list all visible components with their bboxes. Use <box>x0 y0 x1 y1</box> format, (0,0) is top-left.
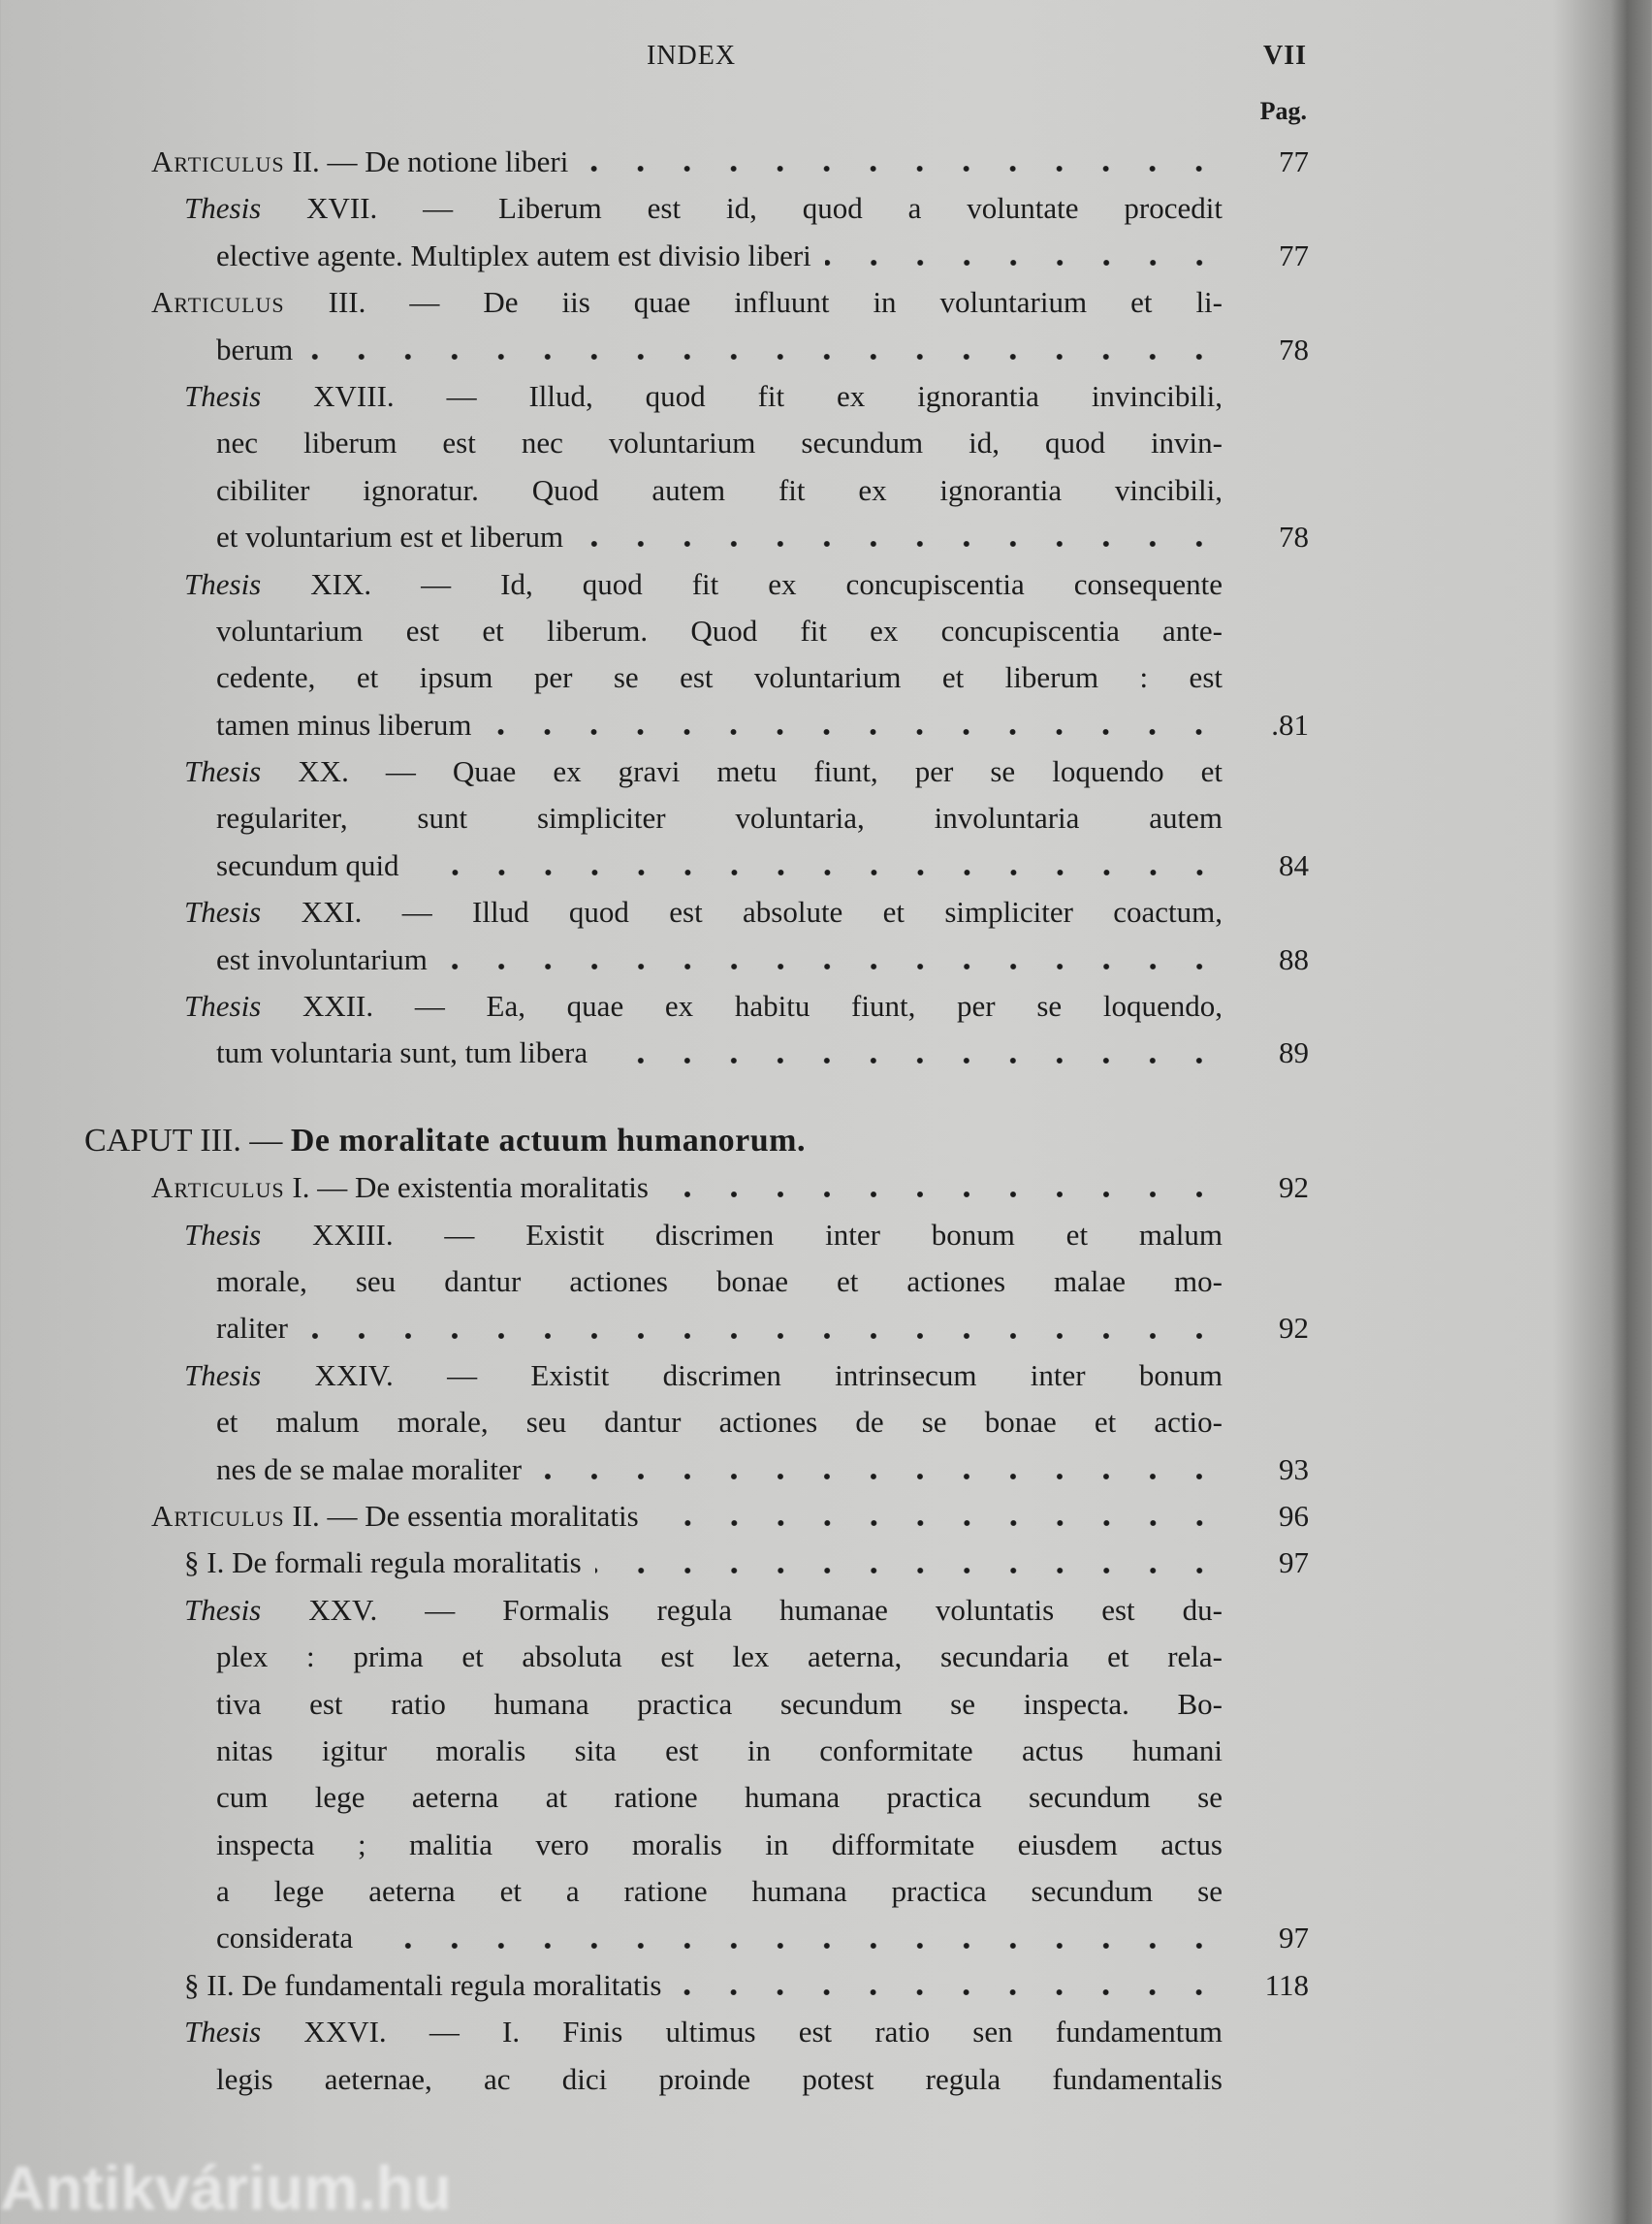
entry-page-number: 92 <box>1279 1170 1309 1205</box>
index-line-text <box>184 748 1223 795</box>
entry-title: inspecta ; malitia vero moralis in difformitate eiusdem actus <box>216 1827 1223 1861</box>
caput-title: De moralitate actuum humanorum. <box>290 1122 806 1159</box>
index-line-text <box>216 1258 1223 1305</box>
entry-prefix: Thesis <box>184 2015 262 2049</box>
entry-prefix: Thesis <box>184 566 262 601</box>
index-line <box>0 1822 1652 1868</box>
index-line <box>0 139 1652 185</box>
entry-text <box>216 233 825 279</box>
entry-text <box>184 2009 1223 2055</box>
entry-title: XXIV. — Existit discrimen intrinsecum inter bonum <box>261 1357 1223 1392</box>
entry-text <box>216 467 1223 514</box>
entry-text <box>216 420 1223 466</box>
index-line <box>0 2056 1652 2103</box>
index-line-text <box>216 1305 1223 1351</box>
index-line-text <box>216 842 1223 889</box>
entry-text <box>151 1164 662 1211</box>
index-line-text <box>216 608 1223 654</box>
entry-page-number: 78 <box>1279 332 1309 366</box>
index-line <box>0 373 1652 420</box>
entry-page-number: 92 <box>1279 1311 1309 1346</box>
entry-title: secundum quid <box>216 847 399 882</box>
index-line-text <box>216 1868 1223 1915</box>
index-line-text <box>216 233 1223 279</box>
entry-text <box>216 1258 1223 1305</box>
entry-text <box>216 654 1223 701</box>
index-line <box>0 702 1652 748</box>
entry-page-number: 88 <box>1279 941 1309 976</box>
index-line <box>0 1258 1652 1305</box>
entry-text <box>151 139 582 185</box>
index-line-text <box>216 1915 1223 1961</box>
entry-prefix: Thesis <box>184 1357 262 1392</box>
entry-text <box>184 748 1223 795</box>
index-line-text <box>216 1634 1223 1680</box>
entry-prefix: Thesis <box>184 989 262 1024</box>
index-line <box>0 1915 1652 1961</box>
entry-title: a lege aeterna et a ratione humana practica secundum se <box>216 1874 1223 1909</box>
entry-prefix: Thesis <box>184 1217 262 1252</box>
entry-text <box>216 1868 1223 1915</box>
entry-text <box>184 1212 1223 1258</box>
entry-prefix: Thesis <box>184 1592 262 1627</box>
entry-text <box>216 1446 535 1493</box>
entry-page-number: 96 <box>1279 1498 1309 1533</box>
entry-text <box>151 279 1223 326</box>
entry-title: regulariter, sunt simpliciter voluntaria, involuntaria autem <box>216 801 1223 836</box>
entry-text <box>216 1681 1223 1728</box>
index-line <box>0 1728 1652 1774</box>
index-line-text <box>151 1164 1223 1211</box>
entry-text <box>184 185 1223 232</box>
entry-text <box>216 1305 302 1351</box>
index-line <box>0 1352 1652 1399</box>
index-line-text <box>184 2009 1223 2055</box>
dot-leader <box>302 1331 1223 1341</box>
index-line <box>0 561 1652 608</box>
index-line <box>0 1868 1652 1915</box>
index-line-text <box>184 1540 1223 1586</box>
entry-text <box>216 702 485 748</box>
index-line-text <box>184 373 1223 420</box>
index-line <box>0 748 1652 795</box>
index-line <box>0 1212 1652 1258</box>
index-line <box>0 1587 1652 1634</box>
index-line-text <box>216 1399 1223 1446</box>
dot-leader <box>582 164 1223 174</box>
index-line-text <box>184 1587 1223 1634</box>
entry-prefix: Thesis <box>184 191 262 226</box>
entry-title: est involuntarium <box>216 941 428 976</box>
index-line-text <box>184 983 1223 1030</box>
entry-page-number: 78 <box>1279 520 1309 555</box>
index-entries <box>0 139 1652 2103</box>
entry-text <box>184 1540 595 1586</box>
index-line-text <box>184 1352 1223 1399</box>
index-line-text <box>216 1728 1223 1774</box>
entry-title: et malum morale, seu dantur actiones de se bonae et actio- <box>216 1405 1223 1440</box>
index-line-text <box>216 467 1223 514</box>
entry-title: XIX. — Id, quod fit ex concupiscentia consequente <box>261 566 1223 601</box>
entry-title: I. — De existentia moralitatis <box>284 1170 649 1205</box>
index-line-text <box>184 1212 1223 1258</box>
entry-prefix: Articulus <box>151 1498 285 1533</box>
index-line <box>0 842 1652 889</box>
dot-leader <box>601 1056 1223 1065</box>
caput-iii-entries <box>0 1164 1652 2103</box>
page-column-label: Pag. <box>1259 97 1307 125</box>
entry-text <box>216 1030 601 1076</box>
entry-prefix: Articulus <box>151 144 285 178</box>
dot-leader <box>652 1518 1223 1528</box>
index-line-text <box>184 1962 1223 2009</box>
index-line-text <box>216 937 1223 983</box>
entry-page-number: 93 <box>1279 1451 1309 1486</box>
index-line <box>0 1774 1652 1821</box>
dot-leader <box>306 352 1223 362</box>
entry-title: III. — De iis quae influunt in voluntarium et li- <box>284 285 1223 320</box>
index-line <box>0 1446 1652 1493</box>
index-line-text <box>184 561 1223 608</box>
index-line-text <box>216 654 1223 701</box>
index-line <box>0 937 1652 983</box>
index-line-text <box>184 185 1223 232</box>
index-line <box>0 1493 1652 1540</box>
entry-title: II. — De essentia moralitatis <box>284 1498 639 1533</box>
entry-title: et voluntarium est et liberum <box>216 520 564 555</box>
index-line <box>0 327 1652 373</box>
dot-leader <box>413 868 1223 877</box>
entry-text <box>184 983 1223 1030</box>
index-line <box>0 1540 1652 1586</box>
index-line-text <box>216 1446 1223 1493</box>
index-line-text <box>216 1030 1223 1076</box>
entry-page-number: 97 <box>1279 1921 1309 1955</box>
entry-text <box>184 561 1223 608</box>
index-line <box>0 1030 1652 1076</box>
entry-title: tiva est ratio humana practica secundum se inspecta. Bo- <box>216 1686 1223 1721</box>
caput-ii-entries <box>0 139 1652 1077</box>
index-line <box>0 420 1652 466</box>
caput-label: CAPUT III. — <box>84 1122 291 1159</box>
index-line-text <box>151 1493 1223 1540</box>
dot-leader <box>535 1472 1223 1481</box>
entry-text <box>184 889 1223 936</box>
entry-title: voluntarium est et liberum. Quod fit ex concupiscentia ante- <box>216 613 1223 648</box>
index-line <box>0 2009 1652 2055</box>
index-line-text <box>184 889 1223 936</box>
entry-text <box>184 373 1223 420</box>
entry-title: II. — De notione liberi <box>284 144 569 178</box>
entry-text <box>184 1352 1223 1399</box>
entry-title: § I. De formali regula moralitatis <box>184 1545 582 1580</box>
entry-page-number: .81 <box>1271 707 1309 742</box>
entry-prefix: Articulus <box>151 285 285 320</box>
entry-text <box>216 608 1223 654</box>
entry-title: tamen minus liberum <box>216 707 472 742</box>
dot-leader <box>366 1941 1223 1951</box>
entry-text <box>216 1634 1223 1680</box>
index-line <box>0 233 1652 279</box>
index-line <box>0 1962 1652 2009</box>
index-line-text <box>216 327 1223 373</box>
entry-title: cibiliter ignoratur. Quod autem fit ex ignorantia vincibili, <box>216 472 1223 507</box>
entry-title: XXIII. — Existit discrimen inter bonum et malum <box>261 1217 1223 1252</box>
dot-leader <box>675 1987 1223 1997</box>
entry-prefix: Thesis <box>184 754 262 789</box>
index-line <box>0 514 1652 560</box>
entry-title: XXVI. — I. Finis ultimus est ratio sen fundamentum <box>261 2015 1223 2049</box>
entry-title: tum voluntaria sunt, tum libera <box>216 1035 588 1070</box>
entry-text <box>216 1728 1223 1774</box>
entry-title: XXII. — Ea, quae ex habitu fiunt, per se loquendo, <box>261 989 1223 1024</box>
caput-heading <box>0 1118 1652 1164</box>
index-line-text <box>216 795 1223 842</box>
entry-title: XX. — Quae ex gravi metu fiunt, per se loquendo et <box>261 754 1223 789</box>
entry-page-number: 77 <box>1279 144 1309 178</box>
index-line <box>0 185 1652 232</box>
index-line <box>0 1305 1652 1351</box>
entry-page-number: 77 <box>1279 238 1309 272</box>
index-line <box>0 795 1652 842</box>
entry-text <box>184 1962 675 2009</box>
entry-title: cum lege aeterna at ratione humana practica secundum se <box>216 1780 1223 1815</box>
entry-text <box>216 842 413 889</box>
entry-title: XVII. — Liberum est id, quod a voluntate procedit <box>261 191 1223 226</box>
entry-text <box>216 327 306 373</box>
entry-title: plex : prima et absoluta est lex aeterna, secundaria et rela- <box>216 1639 1223 1674</box>
entry-text <box>216 2056 1223 2103</box>
entry-prefix: Articulus <box>151 1170 285 1205</box>
entry-title: XXV. — Formalis regula humanae voluntatis est du- <box>261 1592 1223 1627</box>
index-line <box>0 1634 1652 1680</box>
entry-page-number: 97 <box>1279 1545 1309 1580</box>
entry-text <box>216 937 441 983</box>
entry-text <box>184 1587 1223 1634</box>
entry-page-number: 89 <box>1279 1035 1309 1070</box>
entry-text <box>216 1915 366 1961</box>
index-line <box>0 279 1652 326</box>
entry-title: considerata <box>216 1921 354 1955</box>
entry-title: nitas igitur moralis sita est in conformitate actus humani <box>216 1732 1223 1767</box>
index-line-text <box>216 1681 1223 1728</box>
index-line-text <box>216 514 1223 560</box>
index-line <box>0 467 1652 514</box>
index-line <box>0 1164 1652 1211</box>
dot-leader <box>577 539 1223 549</box>
dot-leader <box>441 962 1223 971</box>
entry-prefix: Thesis <box>184 895 262 930</box>
index-line <box>0 889 1652 936</box>
index-line <box>0 608 1652 654</box>
entry-title: nec liberum est nec voluntarium secundum id, quod invin- <box>216 426 1223 461</box>
index-line <box>0 1399 1652 1446</box>
entry-title: cedente, et ipsum per se est voluntarium et liberum : est <box>216 660 1223 695</box>
index-line-text <box>151 279 1223 326</box>
dot-leader <box>662 1190 1223 1199</box>
dot-leader <box>825 258 1223 268</box>
entry-title: morale, seu dantur actiones bonae et actiones malae mo- <box>216 1263 1223 1298</box>
entry-prefix: Thesis <box>184 378 262 413</box>
entry-title: XVIII. — Illud, quod fit ex ignorantia invincibili, <box>261 378 1223 413</box>
entry-text <box>216 1822 1223 1868</box>
entry-text <box>216 1399 1223 1446</box>
page-number: VII <box>1262 41 1307 71</box>
index-line-text <box>216 2056 1223 2103</box>
entry-text <box>216 795 1223 842</box>
index-line <box>0 654 1652 701</box>
entry-text <box>216 514 577 560</box>
dot-leader <box>595 1566 1223 1575</box>
index-line-text <box>216 1774 1223 1821</box>
entry-page-number: 84 <box>1279 847 1309 882</box>
entry-title: elective agente. Multiplex autem est divisio liberi <box>216 238 811 272</box>
index-line <box>0 983 1652 1030</box>
entry-title: nes de se malae moraliter <box>216 1451 523 1486</box>
entry-title: § II. De fundamentali regula moralitatis <box>184 1967 662 2002</box>
entry-text <box>151 1493 652 1540</box>
entry-title: XXI. — Illud quod est absolute et simpliciter coactum, <box>261 895 1223 930</box>
index-line-text <box>216 420 1223 466</box>
watermark: Antikvárium.hu <box>0 2153 452 2223</box>
index-line-text <box>216 1822 1223 1868</box>
dot-leader <box>485 727 1223 737</box>
entry-title: legis aeternae, ac dici proinde potest regula fundamentalis <box>216 2061 1223 2096</box>
entry-text <box>216 1774 1223 1821</box>
index-line-text <box>216 702 1223 748</box>
index-line <box>0 1681 1652 1728</box>
index-line-text <box>151 139 1223 185</box>
entry-title: raliter <box>216 1311 289 1346</box>
entry-title: berum <box>216 332 294 366</box>
running-header-title: INDEX <box>646 41 737 71</box>
entry-page-number: 118 <box>1264 1967 1309 2002</box>
